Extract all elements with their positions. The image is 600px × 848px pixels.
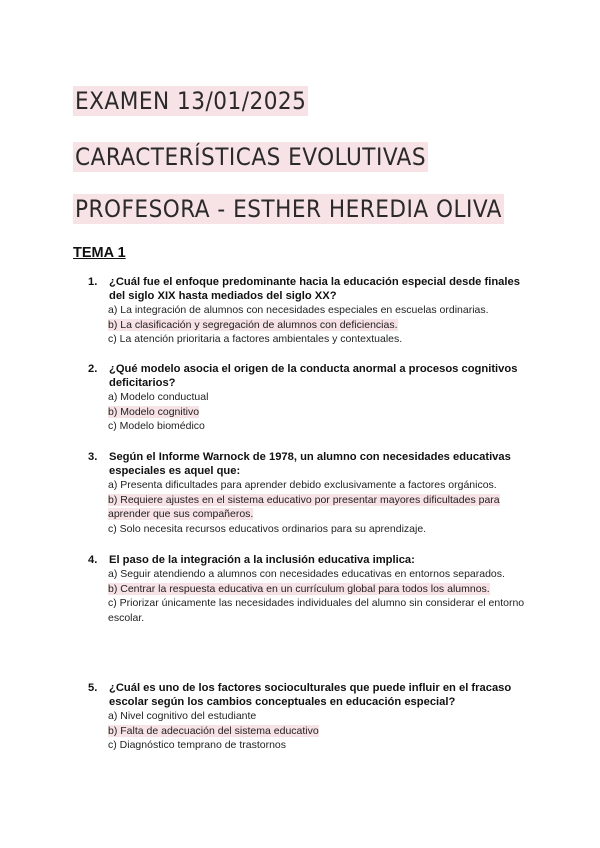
option-b-correct: b) Centrar la respuesta educativa en un currículum global para todos los alumnos. xyxy=(108,582,490,595)
subject-heading: CARACTERÍSTICAS EVOLUTIVAS xyxy=(75,143,427,171)
option-a: a) Modelo conductual xyxy=(108,391,209,403)
option-b-correct: b) La clasificación y segregación de alumnos con deficiencias. xyxy=(108,318,398,331)
option-b-correct: b) Falta de adecuación del sistema educativo xyxy=(108,724,319,737)
section-title: TEMA 1 xyxy=(73,245,126,261)
question-number: 3. xyxy=(88,451,98,463)
exam-date-heading: EXAMEN 13/01/2025 xyxy=(75,87,307,115)
question-number: 5. xyxy=(88,682,98,694)
option-a: a) Nivel cognitivo del estudiante xyxy=(108,710,257,722)
question-3 xyxy=(88,450,528,536)
option-c: c) Diagnóstico temprano de trastornos xyxy=(108,739,287,751)
option-a: a) Presenta dificultades para aprender debido exclusivamente a factores orgánicos. xyxy=(108,479,497,491)
question-text: ¿Cuál es uno de los factores socioculturales que puede influir en el fracaso escolar según los cambios conceptuales en educación especial? xyxy=(109,682,512,708)
question-number: 2. xyxy=(88,363,98,375)
question-4 xyxy=(88,553,528,625)
question-text: El paso de la integración a la inclusión educativa implica: xyxy=(109,554,415,566)
option-b-correct: b) Modelo cognitivo xyxy=(108,405,200,418)
option-a: a) Seguir atendiendo a alumnos con necesidades educativas en entornos separados. xyxy=(108,568,505,580)
question-text: Según el Informe Warnock de 1978, un alumno con necesidades educativas especiales es aquel que: xyxy=(109,451,511,477)
option-c: c) La atención prioritaria a factores ambientales y contextuales. xyxy=(108,333,403,345)
teacher-heading: PROFESORA - ESTHER HEREDIA OLIVA xyxy=(75,195,502,223)
question-text: ¿Qué modelo asocia el origen de la conducta anormal a procesos cognitivos deficitarios? xyxy=(109,363,518,389)
question-number: 4. xyxy=(88,554,98,566)
question-1 xyxy=(88,275,528,347)
question-5 xyxy=(88,681,528,753)
question-text: ¿Cuál fue el enfoque predominante hacia la educación especial desde finales del siglo XIX hasta mediados del siglo XX? xyxy=(109,276,520,302)
option-c: c) Priorizar únicamente las necesidades individuales del alumno sin considerar el entorno escolar. xyxy=(108,597,525,624)
option-c: c) Modelo biomédico xyxy=(108,420,205,432)
option-c: c) Solo necesita recursos educativos ordinarios para su aprendizaje. xyxy=(108,522,427,535)
question-number: 1. xyxy=(88,276,98,288)
option-b-correct: b) Requiere ajustes en el sistema educativo por presentar mayores dificultades para aprender que sus compañeros. xyxy=(108,493,500,520)
option-a: a) La integración de alumnos con necesidades especiales en escuelas ordinarias. xyxy=(108,304,489,316)
question-2 xyxy=(88,362,528,434)
